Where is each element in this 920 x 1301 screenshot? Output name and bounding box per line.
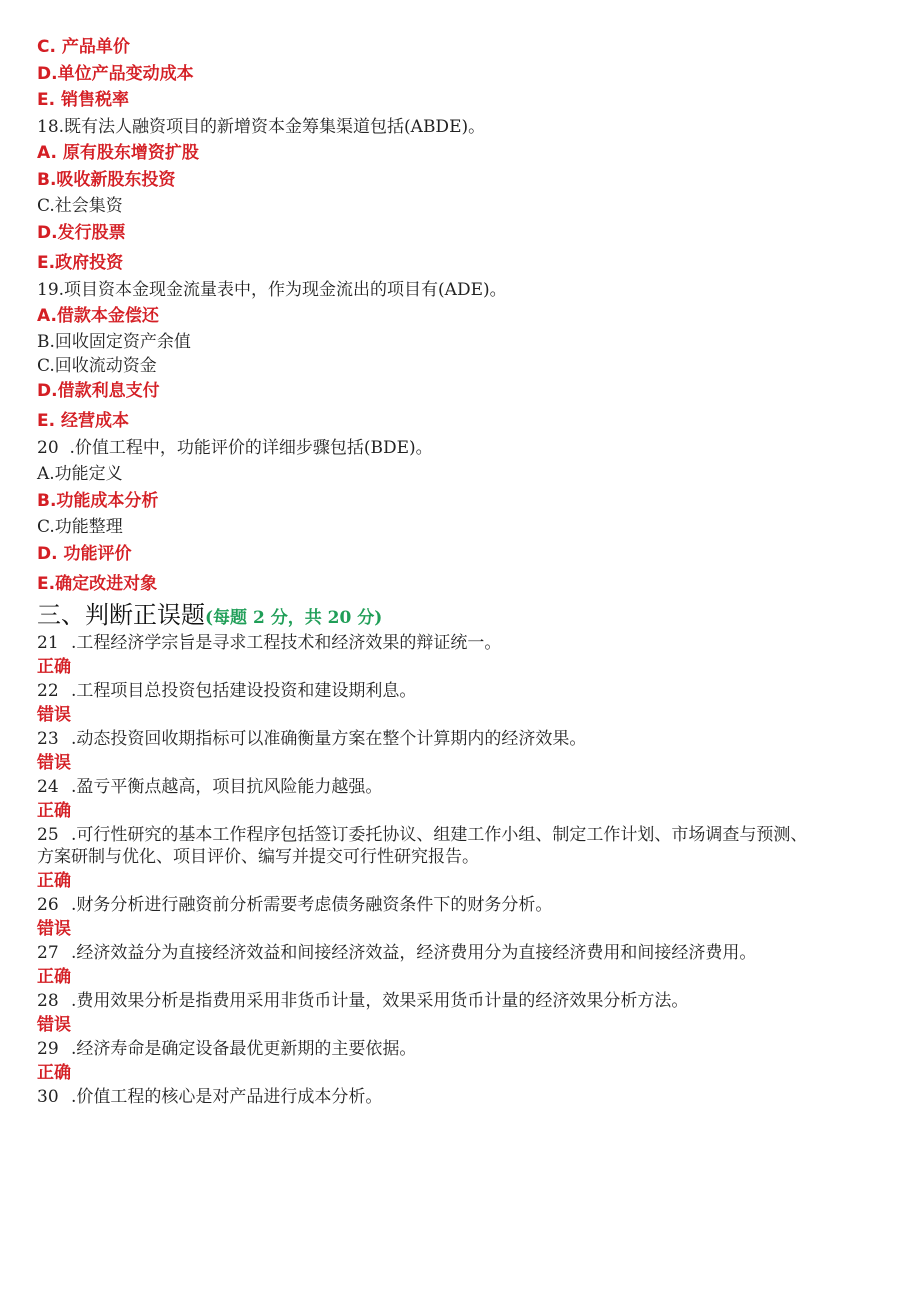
- tf-answer-23: 错误: [37, 752, 71, 773]
- q19-option-a: A.借款本金偿还: [37, 306, 159, 326]
- q20-stem: 20 .价值工程中，功能评价的详细步骤包括(BDE)。: [37, 437, 433, 458]
- q20-option-e: E.确定改进对象: [37, 574, 158, 594]
- section-title: 三、判断正误题: [37, 600, 205, 629]
- tf-question-27: 27 .经济效益分为直接经济效益和间接经济效益，经济费用分为直接经济费用和间接经济费用。: [37, 942, 757, 963]
- q19-option-c: C.回收流动资金: [37, 355, 157, 376]
- tf-answer-25: 正确: [37, 870, 71, 891]
- q17-option-e: E. 销售税率: [37, 90, 129, 110]
- q17-option-c: C. 产品单价: [37, 37, 130, 57]
- document-page: [37, 34, 877, 1108]
- q18-option-d: D.发行股票: [37, 222, 126, 243]
- q18-option-b: B.吸收新股东投资: [37, 169, 176, 190]
- tf-question-25-continued: 方案研制与优化、项目评价、编写并提交可行性研究报告。: [37, 846, 479, 867]
- q20-option-d: D. 功能评价: [37, 543, 132, 564]
- q18-option-e: E.政府投资: [37, 253, 124, 273]
- tf-answer-29: 正确: [37, 1062, 71, 1083]
- tf-answer-24: 正确: [37, 800, 71, 821]
- tf-question-30: 30 .价值工程的核心是对产品进行成本分析。: [37, 1086, 383, 1107]
- tf-question-25: 25 .可行性研究的基本工作程序包括签订委托协议、组建工作小组、制定工作计划、市场调查与预测、 方案研制与优化、项目评价、编写并提交可行性研究报告。: [37, 824, 808, 867]
- tf-answer-26: 错误: [37, 918, 71, 939]
- q17-option-d: D.单位产品变动成本: [37, 63, 194, 84]
- tf-question-23: 23 .动态投资回收期指标可以准确衡量方案在整个计算期内的经济效果。: [37, 728, 587, 749]
- q18-stem: 18.既有法人融资项目的新增资本金筹集渠道包括(ABDE)。: [37, 116, 486, 137]
- q20-option-b: B.功能成本分析: [37, 490, 159, 511]
- q20-option-c: C.功能整理: [37, 517, 123, 537]
- q18-option-c: C.社会集资: [37, 196, 123, 216]
- tf-answer-28: 错误: [37, 1014, 71, 1035]
- tf-answer-22: 错误: [37, 704, 71, 725]
- section-3-heading: [37, 598, 877, 632]
- q18-option-a: A. 原有股东增资扩股: [37, 143, 199, 163]
- section-score-note: (每题 2 分，共 20 分): [205, 607, 383, 628]
- q19-option-e: E. 经营成本: [37, 411, 129, 431]
- q19-stem: 19.项目资本金现金流量表中，作为现金流出的项目有(ADE)。: [37, 279, 507, 300]
- tf-answer-27: 正确: [37, 966, 71, 987]
- tf-question-24: 24 .盈亏平衡点越高，项目抗风险能力越强。: [37, 776, 383, 797]
- tf-question-22: 22 .工程项目总投资包括建设投资和建设期利息。: [37, 680, 417, 701]
- tf-list: [37, 632, 877, 1108]
- tf-question-21: 21 .工程经济学宗旨是寻求工程技术和经济效果的辩证统一。: [37, 632, 502, 653]
- tf-question-29: 29 .经济寿命是确定设备最优更新期的主要依据。: [37, 1038, 417, 1059]
- q20-option-a: A.功能定义: [37, 464, 123, 484]
- tf-answer-21: 正确: [37, 656, 71, 677]
- tf-question-26: 26 .财务分析进行融资前分析需要考虑债务融资条件下的财务分析。: [37, 894, 553, 915]
- tf-question-28: 28 .费用效果分析是指费用采用非货币计量，效果采用货币计量的经济效果分析方法。: [37, 990, 689, 1011]
- q19-option-b: B.回收固定资产余值: [37, 331, 191, 352]
- q19-option-d: D.借款利息支付: [37, 380, 160, 401]
